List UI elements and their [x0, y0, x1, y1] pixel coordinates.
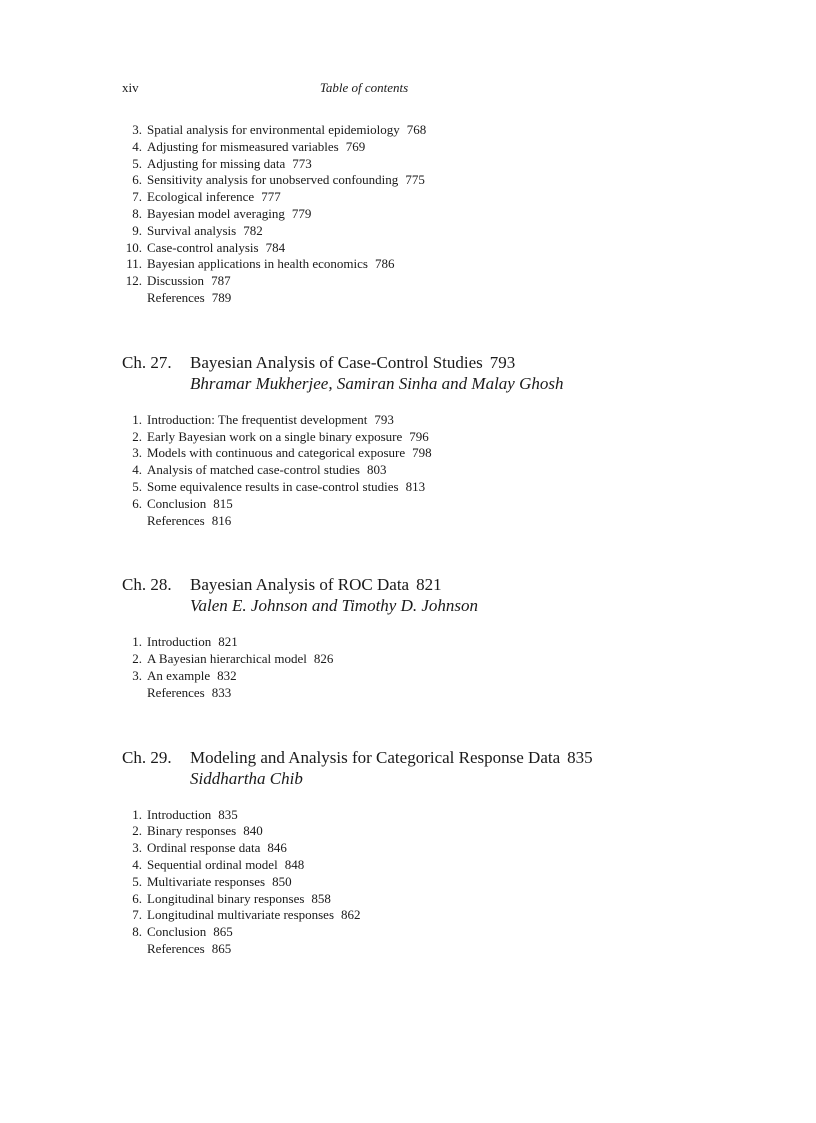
chapter-page: 821 — [416, 575, 442, 595]
toc-entry[interactable] — [122, 823, 622, 840]
chapter-title-line — [190, 574, 442, 595]
section-number: 12. — [125, 273, 142, 289]
section-title: Conclusion — [147, 495, 207, 511]
toc-entry[interactable] — [122, 807, 622, 824]
section-title: Case-control analysis — [147, 239, 259, 255]
section-number: 4. — [132, 462, 142, 478]
section-title: Sequential ordinal model — [147, 856, 278, 872]
section-page: 793 — [374, 411, 394, 427]
section-title: A Bayesian hierarchical model — [147, 651, 307, 667]
section-number: 6. — [132, 890, 142, 906]
section-title: References — [147, 289, 205, 305]
section-page: 815 — [213, 495, 233, 511]
section-number: 3. — [132, 667, 142, 683]
section-page: 784 — [265, 239, 286, 255]
section-title: Adjusting for mismeasured variables — [147, 138, 339, 154]
section-title: Ecological inference — [147, 189, 255, 205]
toc-entry[interactable] — [122, 840, 622, 857]
toc-entry[interactable] — [122, 907, 622, 924]
section-page: 787 — [211, 273, 231, 289]
section-page: 782 — [243, 222, 263, 238]
section-number: 5. — [132, 873, 142, 889]
toc-entry[interactable] — [122, 206, 622, 223]
chapter-title: Modeling and Analysis for Categorical Response Data — [190, 747, 561, 767]
section-page: 848 — [284, 856, 305, 872]
section-title: Binary responses — [147, 823, 237, 839]
chapter-authors: Bhramar Mukherjee, Samiran Sinha and Malay Ghosh — [190, 373, 564, 393]
section-number: 4. — [132, 138, 142, 154]
section-title: Conclusion — [147, 924, 207, 940]
chapter-heading[interactable] — [122, 747, 622, 789]
section-page: 850 — [272, 873, 292, 889]
section-number: 10. — [125, 239, 142, 255]
section-page: 777 — [261, 189, 281, 205]
section-title: Early Bayesian work on a single binary exposure — [147, 428, 403, 444]
section-page: 865 — [211, 940, 232, 956]
section-page: 803 — [367, 462, 387, 478]
section-title: Ordinal response data — [147, 840, 261, 856]
section-title: Some equivalence results in case-control studies — [147, 478, 399, 494]
section-page: 768 — [406, 122, 427, 137]
section-number: 7. — [132, 907, 142, 923]
section-number: 4. — [132, 856, 142, 872]
section-number: 11. — [126, 256, 142, 272]
section-title: Discussion — [147, 273, 205, 289]
chapter-heading[interactable] — [122, 352, 622, 394]
chapter-section-list — [122, 634, 622, 701]
page-number: xiv — [122, 80, 139, 95]
toc-entry[interactable] — [122, 240, 622, 257]
section-page: 773 — [292, 155, 312, 171]
chapter-page: 835 — [567, 747, 593, 767]
section-number: 2. — [132, 651, 142, 667]
section-title: Multivariate responses — [147, 873, 266, 889]
section-title: Survival analysis — [147, 222, 237, 238]
section-title: Models with continuous and categorical exposure — [147, 445, 406, 461]
chapter-heading[interactable] — [122, 574, 622, 616]
section-number: 6. — [132, 172, 142, 188]
section-number: 6. — [132, 495, 142, 511]
chapter-block — [122, 574, 622, 701]
toc-entry[interactable] — [122, 496, 622, 513]
section-page: 786 — [374, 256, 395, 272]
section-page: 835 — [218, 806, 238, 822]
chapter-page: 793 — [489, 352, 516, 372]
toc-entry[interactable] — [122, 941, 622, 958]
section-page: 798 — [412, 445, 432, 461]
section-number: 2. — [132, 428, 142, 444]
section-title: Bayesian model averaging — [147, 205, 285, 221]
section-page: 821 — [218, 634, 238, 650]
continued-section-list — [122, 122, 622, 307]
running-head — [122, 80, 606, 98]
chapter-section-list — [122, 807, 622, 958]
section-page: 832 — [217, 667, 237, 683]
section-page: 840 — [243, 823, 263, 839]
toc-entry[interactable] — [122, 139, 622, 156]
chapter-label: Ch. 27. — [122, 352, 172, 372]
chapter-section-list — [122, 412, 622, 530]
section-number: 3. — [132, 445, 142, 461]
toc-entry[interactable] — [122, 172, 622, 189]
chapter-list — [122, 352, 622, 958]
toc-entry[interactable] — [122, 273, 622, 290]
section-title: References — [147, 940, 205, 956]
toc-entry[interactable] — [122, 412, 622, 429]
toc-entry[interactable] — [122, 857, 622, 874]
section-number: 7. — [132, 189, 142, 205]
chapter-authors: Siddhartha Chib — [190, 768, 303, 788]
toc-entry[interactable] — [122, 429, 622, 446]
toc-entry[interactable] — [122, 445, 622, 462]
section-number: 3. — [132, 122, 142, 137]
section-title: Bayesian applications in health economics — [147, 256, 368, 272]
section-title: Spatial analysis for environmental epidemiology — [147, 122, 400, 137]
section-title: Longitudinal multivariate responses — [147, 907, 335, 923]
section-number: 2. — [132, 823, 142, 839]
section-page: 813 — [405, 478, 426, 494]
toc-entry[interactable] — [122, 513, 622, 530]
section-title: Analysis of matched case-control studies — [147, 462, 360, 478]
toc-content — [122, 122, 622, 958]
section-page: 789 — [211, 289, 232, 305]
section-title: Introduction — [147, 634, 212, 650]
section-title: Introduction: The frequentist development — [147, 411, 368, 427]
toc-entry[interactable] — [122, 156, 622, 173]
section-title: Adjusting for missing data — [147, 155, 286, 171]
chapter-title: Bayesian Analysis of Case-Control Studies — [190, 352, 483, 372]
toc-entry[interactable] — [122, 668, 622, 685]
chapter-block — [122, 747, 622, 958]
chapter-authors: Valen E. Johnson and Timothy D. Johnson — [190, 596, 479, 616]
toc-entry[interactable] — [122, 634, 622, 651]
section-title: References — [147, 684, 205, 700]
toc-entry[interactable] — [122, 685, 622, 702]
section-number: 9. — [132, 222, 142, 238]
toc-entry[interactable] — [122, 122, 622, 139]
section-page: 862 — [341, 907, 361, 923]
toc-entry[interactable] — [122, 462, 622, 479]
section-number: 8. — [132, 924, 142, 940]
toc-entry[interactable] — [122, 189, 622, 206]
toc-entry[interactable] — [122, 924, 622, 941]
toc-entry[interactable] — [122, 479, 622, 496]
chapter-label: Ch. 29. — [122, 747, 172, 767]
section-page: 796 — [409, 428, 429, 444]
chapter-block — [122, 352, 622, 530]
section-page: 865 — [213, 924, 233, 940]
chapter-title-line — [190, 747, 593, 768]
section-number: 1. — [132, 411, 142, 427]
section-title: Longitudinal binary responses — [147, 890, 305, 906]
section-number: 8. — [132, 205, 142, 221]
section-page: 858 — [311, 890, 331, 906]
section-page: 826 — [313, 651, 334, 667]
section-title: References — [147, 512, 205, 528]
section-page: 846 — [267, 840, 287, 856]
toc-entry[interactable] — [122, 256, 622, 273]
running-title: Table of contents — [319, 80, 409, 95]
section-page: 816 — [211, 512, 232, 528]
section-title: Sensitivity analysis for unobserved confounding — [147, 172, 399, 188]
chapter-title: Bayesian Analysis of ROC Data — [190, 575, 410, 595]
section-title: An example — [147, 667, 211, 683]
section-number: 1. — [132, 806, 142, 822]
chapter-title-line — [190, 352, 515, 373]
section-number: 1. — [132, 634, 142, 650]
section-number: 5. — [132, 155, 142, 171]
toc-entry[interactable] — [122, 651, 622, 668]
section-page: 779 — [291, 205, 312, 221]
section-number: 3. — [132, 840, 142, 856]
toc-entry[interactable] — [122, 223, 622, 240]
chapter-label: Ch. 28. — [122, 575, 172, 595]
toc-entry[interactable] — [122, 874, 622, 891]
toc-entry[interactable] — [122, 290, 622, 307]
section-title: Introduction — [147, 806, 212, 822]
section-number: 5. — [132, 478, 142, 494]
section-page: 775 — [405, 172, 425, 188]
section-page: 769 — [345, 138, 366, 154]
section-page: 833 — [211, 684, 232, 700]
toc-entry[interactable] — [122, 891, 622, 908]
